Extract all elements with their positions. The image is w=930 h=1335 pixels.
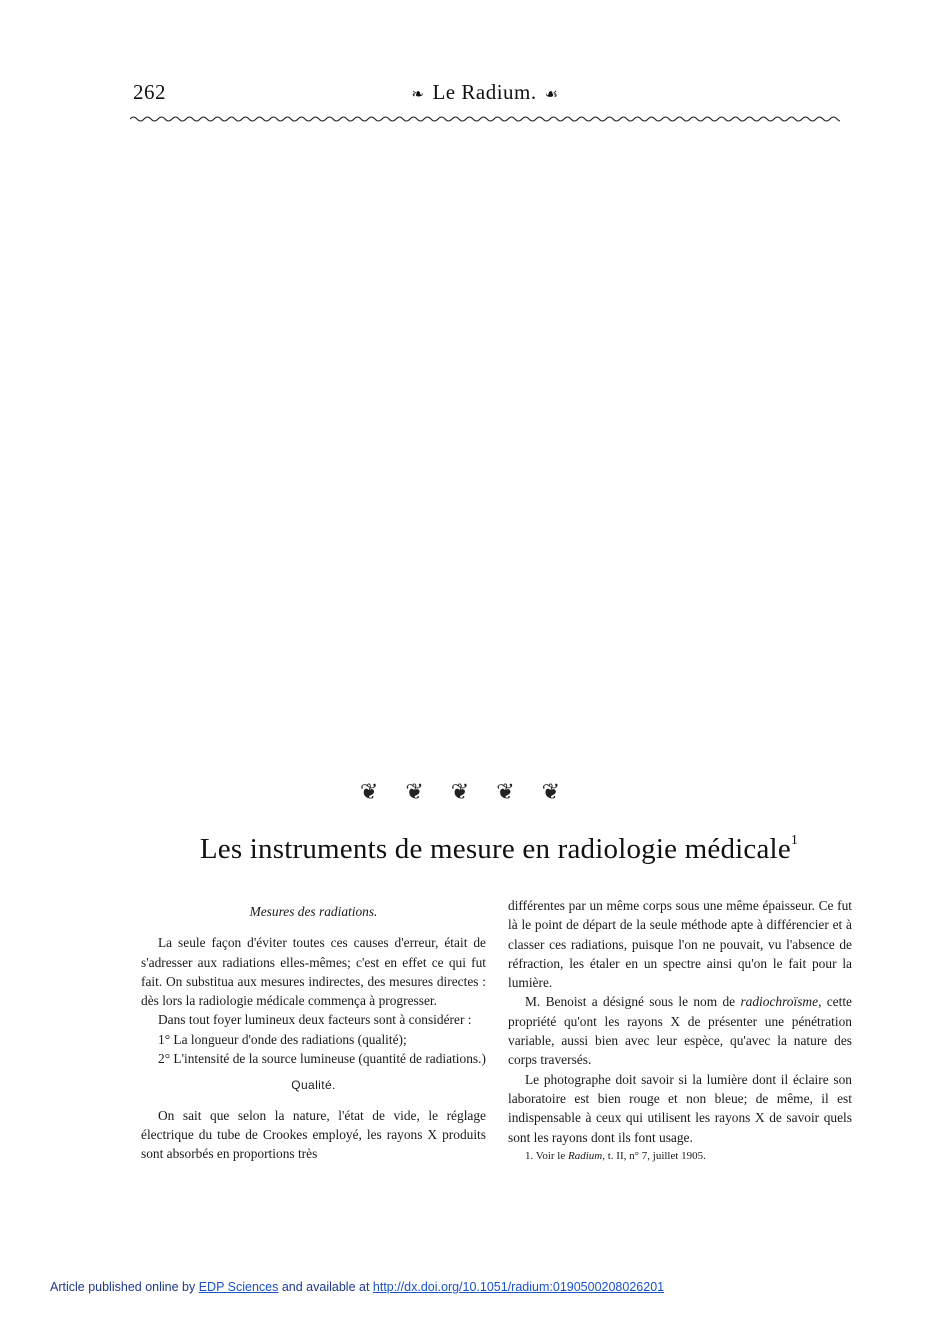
- article-title-text: Les instruments de mesure en radiologie médicale: [199, 833, 791, 865]
- text-run: M. Benoist a désigné sous le nom de: [525, 994, 741, 1010]
- publisher-footer: [50, 1280, 664, 1294]
- footnote: [508, 1147, 852, 1166]
- journal-name-italic: Radium: [568, 1149, 603, 1162]
- article-title: [0, 833, 930, 866]
- paragraph: Le photographe doit savoir si la lumière dont il éclaire son laboratoire est bien rouge et non bleue; de même, il est indispensable à ceux qui utilisent les rayons X de savoir quels sont les rayons dont ils font usage.: [508, 1071, 852, 1145]
- fleuron-ornaments-icon: ❦ ❦ ❦ ❦ ❦: [359, 780, 571, 805]
- running-title-text: Le Radium.: [432, 80, 537, 104]
- subheading: Qualité.: [291, 1078, 336, 1093]
- page-header: [130, 78, 840, 112]
- text-run: 1. Voir le: [525, 1149, 568, 1162]
- right-column: [508, 896, 852, 1166]
- footer-prefix: Article published online by: [50, 1280, 199, 1294]
- page-number: 262: [133, 80, 166, 104]
- term-italic: radiochroïsme: [740, 994, 819, 1010]
- decorative-wavy-rule: [130, 113, 840, 125]
- doi-link[interactable]: http://dx.doi.org/10.1051/radium:0190500208026201: [372, 1280, 665, 1294]
- text-run: , t. II, n° 7, juillet 1905.: [602, 1149, 706, 1162]
- list-item: 2° L'intensité de la source lumineuse (quantité de radiations.): [158, 1051, 486, 1067]
- footer-middle: and available at: [278, 1280, 373, 1294]
- text-run: , cette propriété qu'ont les rayons X de présenter une pénétration variable, aussi bien avec leur espèce, qu'avec la nature des corps traversés.: [508, 994, 852, 1068]
- ornament-left-icon: ❧: [411, 86, 425, 103]
- paragraph: On sait que selon la nature, l'état de vide, le réglage électrique du tube de Crookes employé, les rayons X produits sont absorbés en proportions très: [141, 1107, 486, 1162]
- left-column: [141, 898, 486, 1164]
- paragraph: Dans tout foyer lumineux deux facteurs sont à considérer :: [158, 1012, 472, 1028]
- paragraph: La seule façon d'éviter toutes ces causes d'erreur, était de s'adresser aux radiations elles-mêmes; c'est en effet ce qui fut fait. On substitua aux mesures indirectes, des mesures directes : dès lors la radiologie médicale commença à progresser.: [141, 935, 486, 1009]
- paragraph-continued: différentes par un même corps sous une même épaisseur. Ce fut là le point de départ de la seule méthode apte à différencier et à classer ces radiations, puisque l'on ne pouvait, vu l'absence de réfraction, les étaler en un spectre ainsi qu'on le fait pour la lumière.: [508, 898, 852, 991]
- section-heading: Mesures des radiations.: [249, 904, 378, 919]
- running-title: [130, 80, 840, 105]
- paragraph: [508, 992, 852, 1069]
- ornament-right-icon: ☙: [544, 86, 559, 103]
- title-footnote-mark: 1: [790, 833, 799, 848]
- publisher-link[interactable]: EDP Sciences: [198, 1280, 279, 1294]
- list-item: 1° La longueur d'onde des radiations (qualité);: [158, 1031, 407, 1047]
